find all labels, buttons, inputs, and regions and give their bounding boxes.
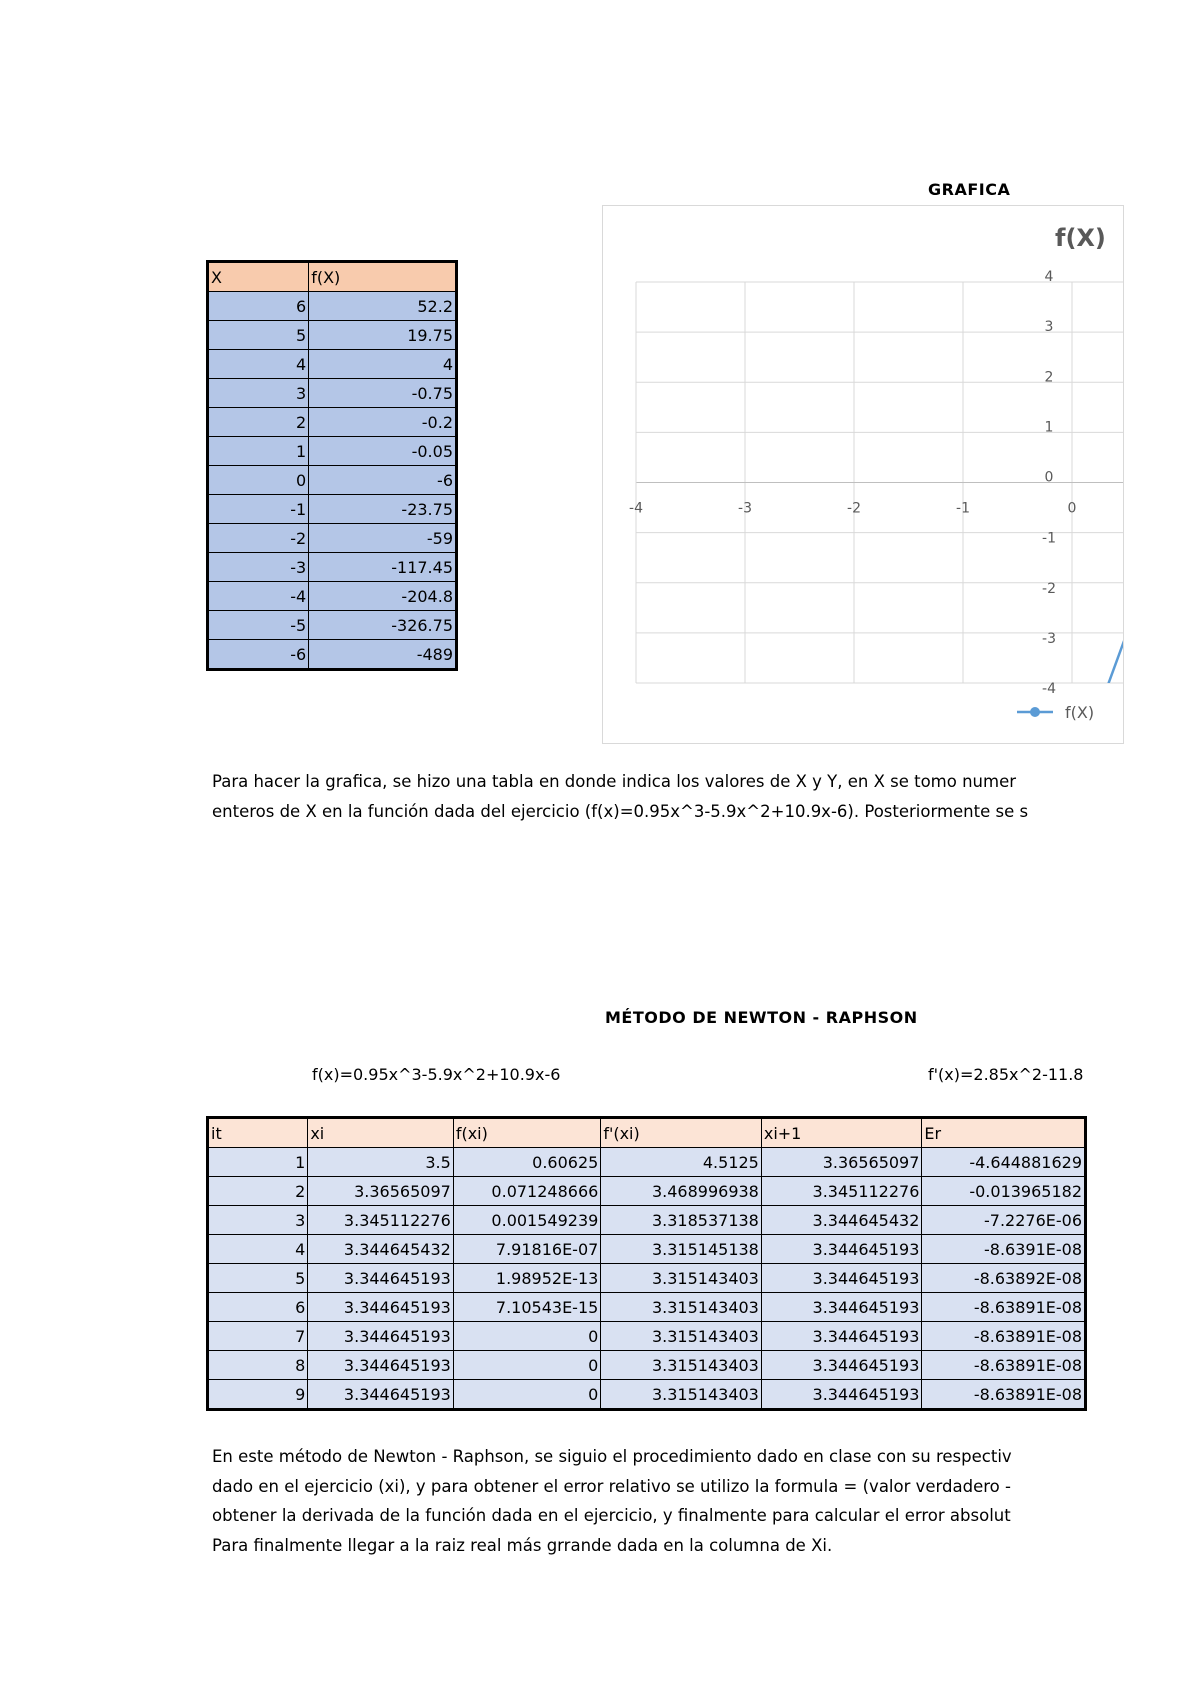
error-cell: -8.63891E-08 [922,1351,1085,1380]
iteration-cell: 4 [209,1235,308,1264]
dfxi-cell: 3.315143403 [601,1351,762,1380]
dfxi-cell: 3.315145138 [601,1235,762,1264]
x-table-row [209,582,456,611]
x-value-cell: 1 [209,437,309,466]
xi-cell: 3.344645193 [308,1264,453,1293]
dfxi-cell: 3.315143403 [601,1322,762,1351]
y-tick-label: 4 [1044,269,1054,285]
chart-area [602,205,1124,744]
fx-value-cell: -23.75 [309,495,456,524]
xi-cell: 3.345112276 [308,1206,453,1235]
newton-header-dfxi: f'(xi) [601,1119,762,1148]
xi-cell: 3.344645193 [308,1351,453,1380]
x-table-header-fx: f(X) [309,263,456,292]
legend-marker [1030,707,1040,717]
paragraph-line: En este método de Newton - Raphson, se siguio el procedimiento dado en clase con su respectiv [212,1447,1012,1466]
y-tick-label: -1 [1042,530,1056,547]
paragraph-line: enteros de X en la función dada del ejercicio (f(x)=0.95x^3-5.9x^2+10.9x-6). Posteriormente se s [212,801,1029,821]
fx-value-cell: -117.45 [309,553,456,582]
fx-value-cell: 4 [309,350,456,379]
paragraph-line: Para finalmente llegar a la raiz real más grrande dada en la columna de Xi. [212,1535,833,1555]
x-value-cell: -3 [209,553,309,582]
fxi-cell: 0.001549239 [453,1206,601,1235]
fxi-cell: 0 [453,1351,601,1380]
newton-header-xi1: xi+1 [761,1119,922,1148]
iteration-cell: 6 [209,1293,308,1322]
xi-cell: 3.344645193 [308,1380,453,1409]
x-tick-label: -1 [956,500,970,517]
fx-value-cell: -489 [309,640,456,669]
xi-cell: 3.344645432 [308,1235,453,1264]
x-table-row [209,466,456,495]
xi-next-cell: 3.344645193 [761,1322,922,1351]
iteration-cell: 7 [209,1322,308,1351]
x-table-header-x: X [209,263,309,292]
fxi-cell: 0 [453,1322,601,1351]
xi-next-cell: 3.344645432 [761,1206,922,1235]
dfxi-cell: 3.315143403 [601,1380,762,1409]
fxi-cell: 7.10543E-15 [453,1293,601,1322]
chart-title: f(X) [1055,224,1106,252]
series-segment [854,1673,963,1696]
fxi-cell: 7.91816E-07 [453,1235,601,1264]
newton-table-row [209,1293,1085,1322]
x-tick-label: 0 [1067,500,1077,517]
xi-cell: 3.344645193 [308,1293,453,1322]
error-cell: -8.63891E-08 [922,1322,1085,1351]
fx-value-cell: -326.75 [309,611,456,640]
paragraph-line: obtener la derivada de la función dada en el ejercicio, y finalmente para calcular el error absolut [212,1506,1011,1525]
x-table-row [209,379,456,408]
xi-next-cell: 3.344645193 [761,1293,922,1322]
data-point [959,1669,967,1677]
fx-value-cell: -6 [309,466,456,495]
newton-raphson-table [208,1118,1085,1409]
y-tick-label: 3 [1044,319,1054,336]
fx-value-cell: -0.75 [309,379,456,408]
x-table-row [209,553,456,582]
x-table-row [209,524,456,553]
iteration-cell: 9 [209,1380,308,1409]
x-value-cell: -6 [209,640,309,669]
fxi-cell: 0.071248666 [453,1177,601,1206]
x-value-cell: 3 [209,379,309,408]
x-value-cell: 6 [209,292,309,321]
dfxi-cell: 3.468996938 [601,1177,762,1206]
fxi-cell: 0 [453,1380,601,1409]
x-table-row [209,408,456,437]
error-cell: -8.63891E-08 [922,1380,1085,1409]
x-value-cell: 5 [209,321,309,350]
x-value-cell: -1 [209,495,309,524]
dfxi-cell: 3.315143403 [601,1293,762,1322]
newton-header-xi: xi [308,1119,453,1148]
xi-cell: 3.5 [308,1148,453,1177]
x-value-cell: -4 [209,582,309,611]
paragraph-line: Para hacer la grafica, se hizo una tabla en donde indica los valores de X y Y, en X se tomo numer [212,772,1017,791]
x-table-row [209,321,456,350]
x-tick-label: -4 [629,500,643,517]
legend-label: f(X) [1065,703,1095,722]
chart-section-heading: GRAFICA [928,180,1011,199]
newton-table-row [209,1148,1085,1177]
xi-next-cell: 3.36565097 [761,1148,922,1177]
x-table-row [209,640,456,669]
derivative-formula: f'(x)=2.85x^2-11.8 [928,1065,1084,1084]
y-tick-label: 2 [1044,369,1054,386]
newton-table-row [209,1206,1085,1235]
newton-table-row [209,1380,1085,1409]
series-segment [1072,485,1181,783]
x-value-cell: 4 [209,350,309,379]
error-cell: -4.644881629 [922,1148,1085,1177]
iteration-cell: 1 [209,1148,308,1177]
xi-cell: 3.344645193 [308,1322,453,1351]
x-tick-label: -3 [738,500,752,517]
fx-value-cell: 52.2 [309,292,456,321]
x-table-row [209,611,456,640]
iteration-cell: 3 [209,1206,308,1235]
error-cell: -8.6391E-08 [922,1235,1085,1264]
iteration-cell: 5 [209,1264,308,1293]
dfxi-cell: 4.5125 [601,1148,762,1177]
error-cell: -8.63891E-08 [922,1293,1085,1322]
dfxi-cell: 3.318537138 [601,1206,762,1235]
newton-table-row [209,1264,1085,1293]
y-tick-label: -4 [1042,681,1056,697]
dfxi-cell: 3.315143403 [601,1264,762,1293]
iteration-cell: 2 [209,1177,308,1206]
x-value-cell: 0 [209,466,309,495]
series-segment [1181,485,1200,493]
y-tick-label: 0 [1044,469,1054,486]
x-tick-label: -2 [847,500,861,517]
y-tick-label: -3 [1042,630,1056,647]
x-table-row [209,350,456,379]
fxi-cell: 1.98952E-13 [453,1264,601,1293]
function-formula: f(x)=0.95x^3-5.9x^2+10.9x-6 [312,1065,561,1084]
x-value-cell: -2 [209,524,309,553]
xi-next-cell: 3.344645193 [761,1380,922,1409]
x-value-cell: 2 [209,408,309,437]
newton-header-er: Er [922,1119,1085,1148]
x-fx-table [208,262,456,669]
error-cell: -0.013965182 [922,1177,1085,1206]
fx-value-cell: -0.05 [309,437,456,466]
fx-value-cell: -59 [309,524,456,553]
newton-heading: MÉTODO DE NEWTON - RAPHSON [605,1008,918,1027]
x-value-cell: -5 [209,611,309,640]
data-point [1177,481,1185,489]
chart-svg [603,206,1123,743]
error-cell: -7.2276E-06 [922,1206,1085,1235]
error-cell: -8.63892E-08 [922,1264,1085,1293]
newton-header-fxi: f(xi) [453,1119,601,1148]
y-tick-label: -2 [1042,580,1056,597]
fx-value-cell: -0.2 [309,408,456,437]
newton-table-row [209,1322,1085,1351]
fx-value-cell: 19.75 [309,321,456,350]
paragraph-graph-explanation [212,767,1028,826]
y-tick-label: 1 [1044,419,1054,436]
newton-table-row [209,1351,1085,1380]
x-table-row [209,437,456,466]
iteration-cell: 8 [209,1351,308,1380]
paragraph-line: dado en el ejercicio (xi), y para obtener el error relativo se utilizo la formula = (valor verdadero - [212,1476,1011,1496]
newton-table-row [209,1177,1085,1206]
x-table-row [209,292,456,321]
xi-next-cell: 3.345112276 [761,1177,922,1206]
xi-next-cell: 3.344645193 [761,1235,922,1264]
xi-next-cell: 3.344645193 [761,1264,922,1293]
newton-header-it: it [209,1119,308,1148]
newton-table-row [209,1235,1085,1264]
x-table-row [209,495,456,524]
paragraph-newton-explanation [212,1442,1012,1560]
xi-cell: 3.36565097 [308,1177,453,1206]
data-point [1068,779,1076,787]
fx-value-cell: -204.8 [309,582,456,611]
xi-next-cell: 3.344645193 [761,1351,922,1380]
fxi-cell: 0.60625 [453,1148,601,1177]
